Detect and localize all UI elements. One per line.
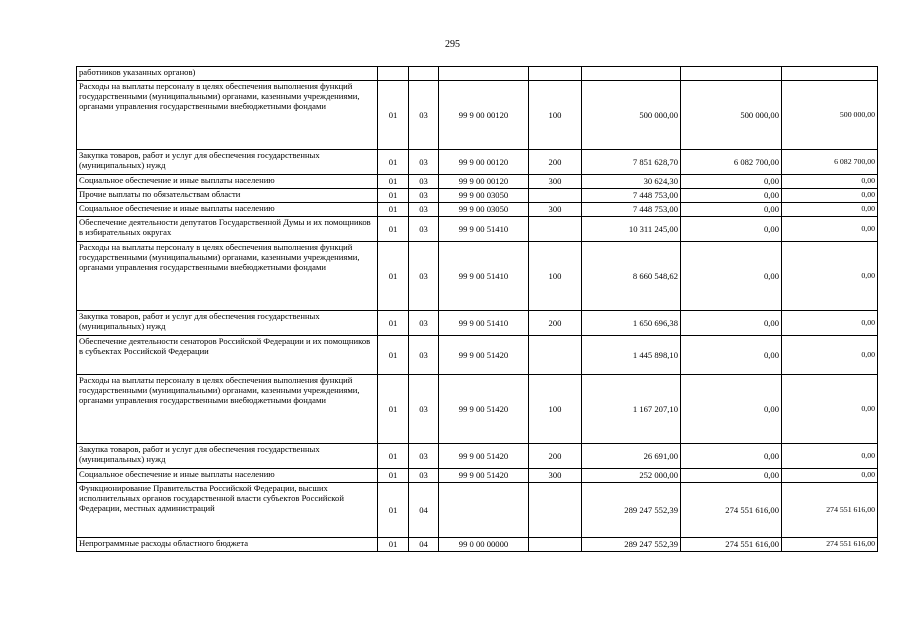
subsection-code-cell: 03 (409, 203, 439, 217)
expense-type-code-cell: 300 (529, 469, 582, 483)
expense-name-cell: Прочие выплаты по обязательствам области (77, 189, 378, 203)
expense-type-code-cell: 300 (529, 175, 582, 189)
table-row (77, 336, 878, 375)
amount-year2-cell: 0,00 (681, 311, 782, 336)
amount-year3-cell (782, 67, 878, 81)
amount-year3-cell: 0,00 (782, 189, 878, 203)
expense-type-code-cell: 100 (529, 242, 582, 311)
section-code-cell: 01 (378, 203, 409, 217)
expense-type-code-cell: 200 (529, 150, 582, 175)
amount-year2-cell: 0,00 (681, 375, 782, 444)
section-code-cell: 01 (378, 81, 409, 150)
amount-year2-cell: 500 000,00 (681, 81, 782, 150)
amount-year3-cell: 0,00 (782, 336, 878, 375)
table-row (77, 242, 878, 311)
expense-type-code-cell: 100 (529, 81, 582, 150)
amount-year2-cell (681, 67, 782, 81)
expense-name-cell: Расходы на выплаты персоналу в целях обеспечения выполнения функций государственными (муниципальными) органами, казенными учреждениями, органами управления государственными внебюджетными фондами (77, 242, 378, 311)
section-code-cell: 01 (378, 189, 409, 203)
amount-year1-cell: 1 167 207,10 (582, 375, 681, 444)
table-row (77, 150, 878, 175)
expense-name-cell: Закупка товаров, работ и услуг для обеспечения государственных (муниципальных) нужд (77, 311, 378, 336)
target-item-code-cell: 99 9 00 51420 (439, 375, 529, 444)
subsection-code-cell: 03 (409, 175, 439, 189)
target-item-code-cell: 99 9 00 03050 (439, 203, 529, 217)
subsection-code-cell: 04 (409, 538, 439, 552)
section-code-cell: 01 (378, 469, 409, 483)
amount-year3-cell: 0,00 (782, 469, 878, 483)
table-row (77, 483, 878, 538)
amount-year1-cell: 8 660 548,62 (582, 242, 681, 311)
amount-year2-cell: 274 551 616,00 (681, 538, 782, 552)
expense-type-code-cell (529, 483, 582, 538)
table-row (77, 189, 878, 203)
subsection-code-cell: 03 (409, 189, 439, 203)
section-code-cell: 01 (378, 483, 409, 538)
amount-year3-cell: 0,00 (782, 444, 878, 469)
section-code-cell: 01 (378, 444, 409, 469)
expense-name-cell: Социальное обеспечение и иные выплаты населению (77, 469, 378, 483)
target-item-code-cell: 99 9 00 00120 (439, 175, 529, 189)
subsection-code-cell: 03 (409, 469, 439, 483)
amount-year3-cell: 6 082 700,00 (782, 150, 878, 175)
amount-year3-cell: 274 551 616,00 (782, 538, 878, 552)
amount-year3-cell: 0,00 (782, 217, 878, 242)
section-code-cell: 01 (378, 336, 409, 375)
target-item-code-cell: 99 9 00 00120 (439, 81, 529, 150)
amount-year1-cell: 7 448 753,00 (582, 203, 681, 217)
target-item-code-cell: 99 0 00 00000 (439, 538, 529, 552)
table-row (77, 311, 878, 336)
expense-name-cell: Обеспечение деятельности сенаторов Российской Федерации и их помощников в субъектах Российской Федерации (77, 336, 378, 375)
subsection-code-cell: 03 (409, 375, 439, 444)
subsection-code-cell: 03 (409, 444, 439, 469)
amount-year2-cell: 0,00 (681, 242, 782, 311)
target-item-code-cell: 99 9 00 03050 (439, 189, 529, 203)
expense-type-code-cell: 300 (529, 203, 582, 217)
amount-year3-cell: 0,00 (782, 175, 878, 189)
target-item-code-cell: 99 9 00 51410 (439, 242, 529, 311)
section-code-cell: 01 (378, 150, 409, 175)
expense-type-code-cell (529, 538, 582, 552)
expense-type-code-cell: 200 (529, 311, 582, 336)
expense-name-cell: Обеспечение деятельности депутатов Государственной Думы и их помощников в избирательных округах (77, 217, 378, 242)
table-row (77, 81, 878, 150)
budget-table-body (77, 67, 878, 552)
expense-name-cell: Расходы на выплаты персоналу в целях обеспечения выполнения функций государственными (муниципальными) органами, казенными учреждениями, органами управления государственными внебюджетными фондами (77, 375, 378, 444)
amount-year2-cell: 0,00 (681, 189, 782, 203)
amount-year1-cell: 289 247 552,39 (582, 538, 681, 552)
amount-year3-cell: 0,00 (782, 242, 878, 311)
amount-year3-cell: 0,00 (782, 375, 878, 444)
table-row (77, 469, 878, 483)
section-code-cell: 01 (378, 242, 409, 311)
section-code-cell: 01 (378, 375, 409, 444)
budget-table (76, 66, 878, 552)
amount-year1-cell: 30 624,30 (582, 175, 681, 189)
page-number: 295 (445, 39, 460, 50)
amount-year1-cell: 26 691,00 (582, 444, 681, 469)
subsection-code-cell: 04 (409, 483, 439, 538)
section-code-cell: 01 (378, 311, 409, 336)
expense-type-code-cell (529, 336, 582, 375)
amount-year1-cell: 1 650 696,38 (582, 311, 681, 336)
expense-name-cell: Непрограммные расходы областного бюджета (77, 538, 378, 552)
table-row (77, 444, 878, 469)
expense-type-code-cell (529, 217, 582, 242)
subsection-code-cell: 03 (409, 311, 439, 336)
amount-year1-cell (582, 67, 681, 81)
target-item-code-cell: 99 9 00 51410 (439, 217, 529, 242)
amount-year2-cell: 6 082 700,00 (681, 150, 782, 175)
amount-year1-cell: 500 000,00 (582, 81, 681, 150)
target-item-code-cell: 99 9 00 51410 (439, 311, 529, 336)
amount-year1-cell: 252 000,00 (582, 469, 681, 483)
amount-year2-cell: 274 551 616,00 (681, 483, 782, 538)
amount-year1-cell: 289 247 552,39 (582, 483, 681, 538)
amount-year2-cell: 0,00 (681, 203, 782, 217)
section-code-cell: 01 (378, 217, 409, 242)
amount-year1-cell: 10 311 245,00 (582, 217, 681, 242)
amount-year2-cell: 0,00 (681, 175, 782, 189)
subsection-code-cell: 03 (409, 217, 439, 242)
table-row (77, 538, 878, 552)
table-row (77, 217, 878, 242)
amount-year3-cell: 500 000,00 (782, 81, 878, 150)
expense-name-cell: Функционирование Правительства Российской Федерации, высших исполнительных органов государственной власти субъектов Российской Федерации, местных администраций (77, 483, 378, 538)
expense-name-cell: Закупка товаров, работ и услуг для обеспечения государственных (муниципальных) нужд (77, 150, 378, 175)
target-item-code-cell (439, 483, 529, 538)
amount-year2-cell: 0,00 (681, 336, 782, 375)
amount-year3-cell: 0,00 (782, 203, 878, 217)
expense-name-cell: работников указанных органов) (77, 67, 378, 81)
amount-year1-cell: 7 851 628,70 (582, 150, 681, 175)
target-item-code-cell: 99 9 00 51420 (439, 336, 529, 375)
expense-name-cell: Социальное обеспечение и иные выплаты населению (77, 203, 378, 217)
expense-type-code-cell: 100 (529, 375, 582, 444)
amount-year2-cell: 0,00 (681, 444, 782, 469)
amount-year1-cell: 1 445 898,10 (582, 336, 681, 375)
expense-type-code-cell: 200 (529, 444, 582, 469)
subsection-code-cell (409, 67, 439, 81)
target-item-code-cell (439, 67, 529, 81)
table-row (77, 175, 878, 189)
section-code-cell: 01 (378, 538, 409, 552)
amount-year1-cell: 7 448 753,00 (582, 189, 681, 203)
section-code-cell (378, 67, 409, 81)
amount-year3-cell: 274 551 616,00 (782, 483, 878, 538)
section-code-cell: 01 (378, 175, 409, 189)
expense-type-code-cell (529, 67, 582, 81)
amount-year2-cell: 0,00 (681, 469, 782, 483)
expense-name-cell: Закупка товаров, работ и услуг для обеспечения государственных (муниципальных) нужд (77, 444, 378, 469)
expense-name-cell: Социальное обеспечение и иные выплаты населению (77, 175, 378, 189)
expense-type-code-cell (529, 189, 582, 203)
expense-name-cell: Расходы на выплаты персоналу в целях обеспечения выполнения функций государственными (муниципальными) органами, казенными учреждениями, органами управления государственными внебюджетными фондами (77, 81, 378, 150)
subsection-code-cell: 03 (409, 336, 439, 375)
subsection-code-cell: 03 (409, 150, 439, 175)
target-item-code-cell: 99 9 00 51420 (439, 444, 529, 469)
table-row (77, 203, 878, 217)
target-item-code-cell: 99 9 00 00120 (439, 150, 529, 175)
amount-year3-cell: 0,00 (782, 311, 878, 336)
subsection-code-cell: 03 (409, 81, 439, 150)
subsection-code-cell: 03 (409, 242, 439, 311)
amount-year2-cell: 0,00 (681, 217, 782, 242)
target-item-code-cell: 99 9 00 51420 (439, 469, 529, 483)
table-row (77, 375, 878, 444)
table-row (77, 67, 878, 81)
